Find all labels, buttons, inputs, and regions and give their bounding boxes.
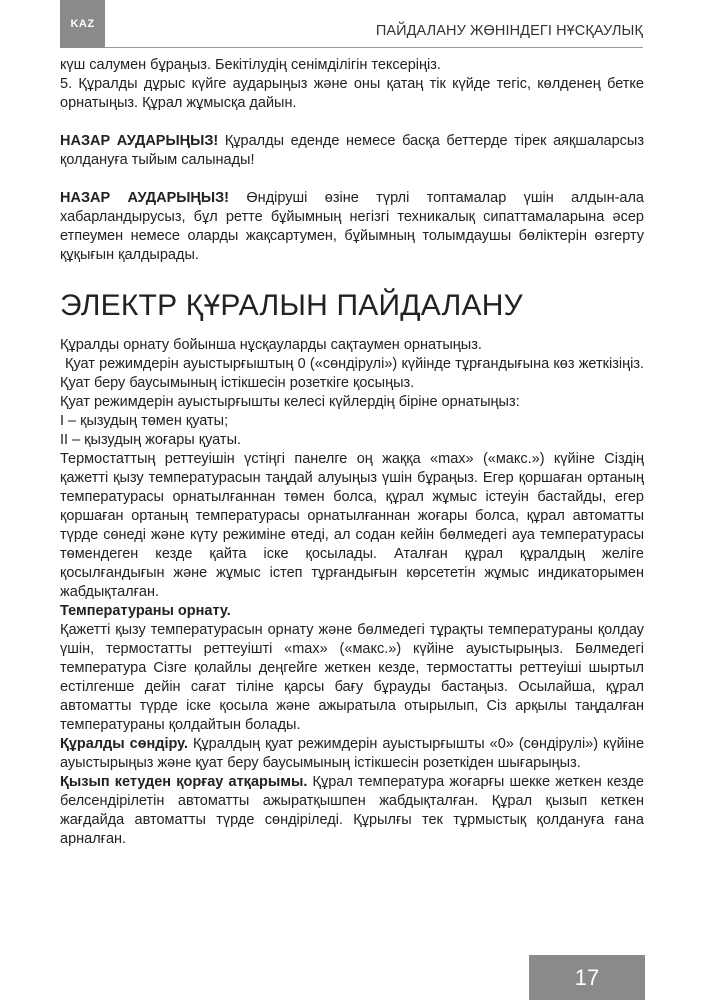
section-paragraph-3: Қуат режимдерін ауыстырғышты келесі күйлердің біріне орнатыңыз: (60, 394, 520, 410)
page-number: 17 (529, 955, 645, 1000)
overheat-paragraph (60, 773, 644, 849)
warning-paragraph-2 (60, 189, 644, 265)
switch-off-label: Құралды сөндіру. (60, 736, 188, 752)
temperature-label: Температураны орнату. (60, 603, 231, 619)
warning-text: Өндіруші өзіне түрлі топтамалар үшін алдын-ала хабарландырусыз, бұл ретте бұйымның негізгі техникалық сипаттамаларына әсер етпеумен немесе оларды жақсартумен, бұйымның толымдаушы бөліктерін өзгерту құқығын қалдырады. (60, 190, 644, 263)
header-divider (105, 47, 643, 48)
language-tab: KAZ (60, 0, 105, 48)
switch-off-text: Құралдың қуат режимдерін ауыстырғышты «0» (сөндірулі») күйіне ауыстырыңыз және қуат беру баусымының істікшесін розеткіден шығарыңыз. (60, 736, 645, 771)
section-list-item-1: I – қызудың төмен қуаты; (60, 413, 229, 429)
page-content (60, 56, 644, 849)
temperature-paragraph: Қажетті қызу температурасын орнату және бөлмедегі тұрақты температураны қолдау үшін, термостатты реттеуішті «max» («макс.») күйіне ауыстырыңыз. Бөлмедегі температура Сізге қолайлы деңгейге жеткен кезде, термостатты реттеуіші шыртыл естілгенше дейін сағат тіліне қарсы бағу бұрауды бастаңыз. Осылайша, құрал автоматты түрде іске қосыла және ажыратыла отырылып, Сіз арқылы таңдалған температураны қолдайтын болады. (60, 622, 644, 733)
warning-paragraph-1 (60, 132, 644, 170)
warning-label: НАЗАР АУДАРЫҢЫЗ! (60, 190, 230, 206)
section-heading: ЭЛЕКТР ҚҰРАЛЫН ПАЙДАЛАНУ (60, 289, 523, 322)
header-title: ПАЙДАЛАНУ ЖӨНІНДЕГІ НҰСҚАУЛЫҚ (375, 23, 643, 39)
section-paragraph-1: Құралды орнату бойынша нұсқауларды сақтаумен орнатыңыз. (60, 337, 482, 353)
overheat-label: Қызып кетуден қорғау атқарымы. (60, 774, 308, 790)
warning-text: Құралды еденде немесе басқа беттерде тірек аяқшаларсыз қолдануға тыйым салынады! (60, 133, 644, 168)
section-paragraph-thermostat: Термостаттың реттеуішін үстіңгі панелге оң жаққа «max» («макс.») күйіне Сіздің қажетті қызу температурасын таңдай алуыңыз үшін бұраңыз. Егер қоршаған ортаның температурасы орнатылғаннан төмен болса, құрал жұмыс істеуін бастайды, егер қоршаған ортаның температурасы орнатылғаннан жоғары болса, құрал автоматты түрде сөнеді және күту режиміне өтеді, ал содан кейін бөлмедегі ауа температурасы төмендеген кезде қайта іске қосылады. Аталған құрал құралдың желіге қосылғандығын және жұмыс істеп тұрғандығын көрсететін жұмыс индикаторымен жабдықталған. (60, 451, 644, 600)
overheat-text: Құрал температура жоғарғы шекке жеткен кезде белсендірілетін автоматты ажыратқышпен жабдықталған. Құрал қызып кеткен жағдайда автоматты түрде сөндіріледі. Құрылғы тек тұрмыстық қолдануға ғана арналған. (60, 774, 644, 847)
intro-paragraph-2: 5. Құралды дұрыс күйге аударыңыз және оны қатаң тік күйде тегіс, көлденең бетке орнатыңыз. Құрал жұмысқа дайын. (60, 76, 644, 111)
warning-label: НАЗАР АУДАРЫҢЫЗ! (60, 133, 219, 149)
switch-off-paragraph (60, 735, 644, 773)
temperature-heading (60, 602, 644, 621)
section-list-item-2: II – қызудың жоғары қуаты. (60, 432, 242, 448)
section-paragraph-2: Қуат режимдерін ауыстырғыштың 0 («сөндірулі») күйінде тұрғандығына көз жеткізіңіз. Қуат беру баусымының істікшесін розеткіге қосыңыз. (60, 356, 644, 391)
intro-paragraph-1: күш салумен бұраңыз. Бекітілудің сенімділігін тексеріңіз. (60, 57, 441, 73)
